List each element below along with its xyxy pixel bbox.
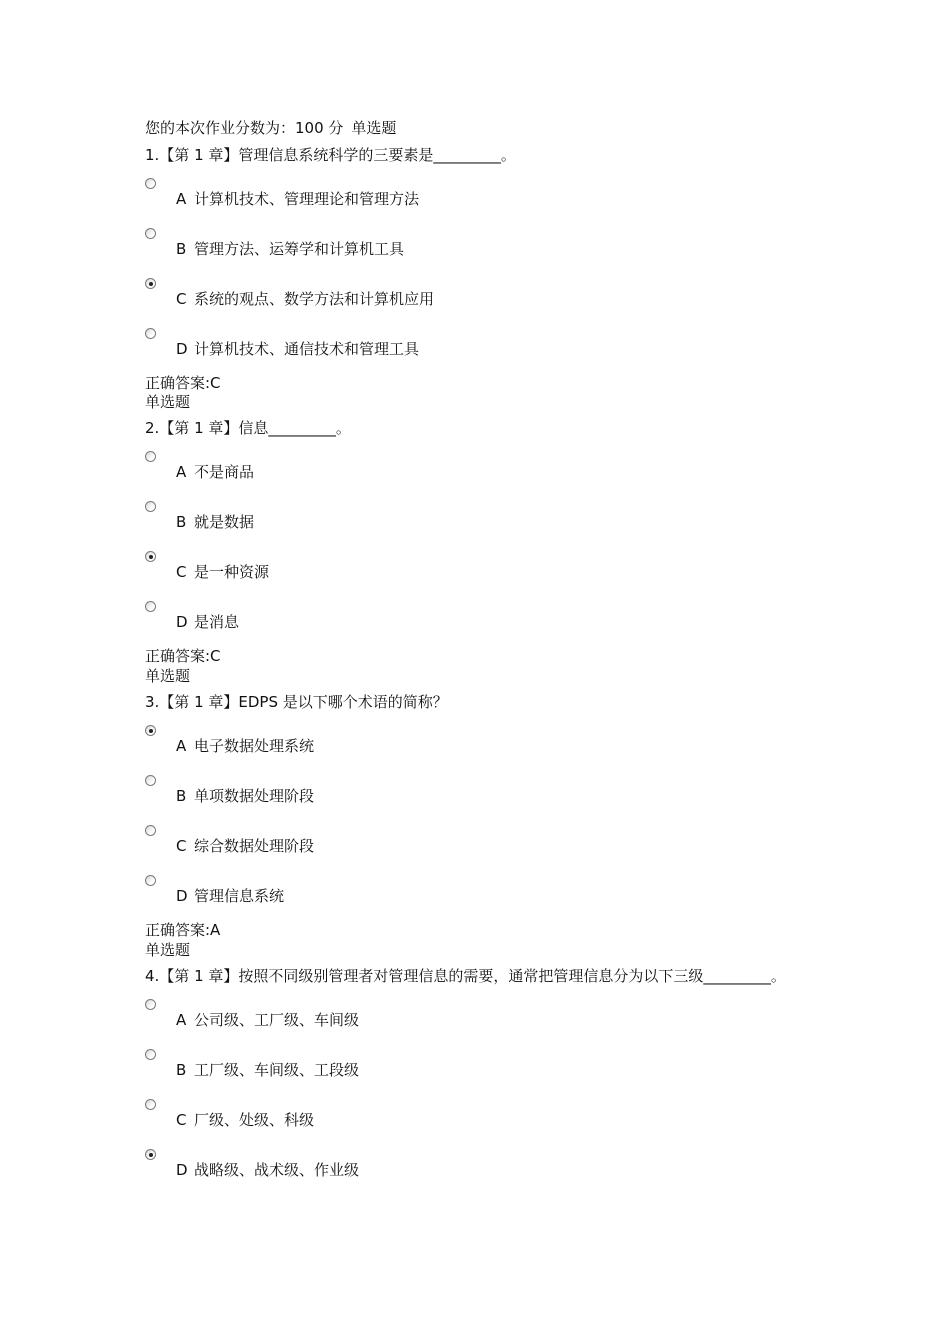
option-label: A 电子数据处理系统 bbox=[176, 737, 315, 755]
score-text: 您的本次作业分数为：100 分 bbox=[145, 119, 344, 137]
option-a[interactable] bbox=[145, 993, 825, 1043]
question-stem: 4.【第 1 章】按照不同级别管理者对管理信息的需要，通常把管理信息分为以下三级_________。 bbox=[145, 967, 786, 985]
option-label: D 计算机技术、通信技术和管理工具 bbox=[176, 340, 420, 358]
question-stem: 1.【第 1 章】管理信息系统科学的三要素是_________。 bbox=[145, 146, 516, 164]
option-label: D 是消息 bbox=[176, 613, 240, 631]
radio-button-icon[interactable] bbox=[145, 328, 156, 339]
radio-button-checked-icon[interactable] bbox=[145, 1149, 156, 1160]
option-a[interactable] bbox=[145, 719, 825, 769]
option-a[interactable] bbox=[145, 172, 825, 222]
option-b[interactable] bbox=[145, 769, 825, 819]
option-c[interactable] bbox=[145, 1093, 825, 1143]
score-header bbox=[145, 117, 396, 139]
radio-button-icon[interactable] bbox=[145, 451, 156, 462]
radio-button-icon[interactable] bbox=[145, 501, 156, 512]
question-3 bbox=[145, 665, 825, 943]
question-type-label: 单选题 bbox=[351, 119, 397, 137]
option-a[interactable] bbox=[145, 445, 825, 495]
radio-button-icon[interactable] bbox=[145, 775, 156, 786]
radio-button-icon[interactable] bbox=[145, 825, 156, 836]
option-b[interactable] bbox=[145, 1043, 825, 1093]
options-list bbox=[145, 172, 825, 372]
radio-button-checked-icon[interactable] bbox=[145, 278, 156, 289]
options-list bbox=[145, 445, 825, 645]
correct-answer: 正确答案:C bbox=[145, 647, 221, 665]
option-label: D 管理信息系统 bbox=[176, 887, 285, 905]
option-b[interactable] bbox=[145, 495, 825, 545]
radio-button-icon[interactable] bbox=[145, 999, 156, 1010]
question-1 bbox=[145, 142, 825, 396]
radio-button-checked-icon[interactable] bbox=[145, 551, 156, 562]
option-label: A 计算机技术、管理理论和管理方法 bbox=[176, 190, 420, 208]
option-b[interactable] bbox=[145, 222, 825, 272]
option-d[interactable] bbox=[145, 322, 825, 372]
option-label: C 系统的观点、数学方法和计算机应用 bbox=[176, 290, 435, 308]
correct-answer: 正确答案:C bbox=[145, 374, 221, 392]
option-label: C 厂级、处级、科级 bbox=[176, 1111, 315, 1129]
radio-button-icon[interactable] bbox=[145, 601, 156, 612]
option-c[interactable] bbox=[145, 545, 825, 595]
option-d[interactable] bbox=[145, 869, 825, 919]
option-d[interactable] bbox=[145, 1143, 825, 1193]
option-label: B 工厂级、车间级、工段级 bbox=[176, 1061, 360, 1079]
option-label: B 管理方法、运筹学和计算机工具 bbox=[176, 240, 405, 258]
option-c[interactable] bbox=[145, 272, 825, 322]
correct-answer: 正确答案:A bbox=[145, 921, 221, 939]
radio-button-checked-icon[interactable] bbox=[145, 725, 156, 736]
question-type-label: 单选题 bbox=[145, 393, 191, 411]
option-label: A 不是商品 bbox=[176, 463, 255, 481]
option-label: A 公司级、工厂级、车间级 bbox=[176, 1011, 360, 1029]
option-d[interactable] bbox=[145, 595, 825, 645]
radio-button-icon[interactable] bbox=[145, 228, 156, 239]
question-4 bbox=[145, 939, 825, 1193]
option-label: B 就是数据 bbox=[176, 513, 255, 531]
radio-button-icon[interactable] bbox=[145, 178, 156, 189]
question-stem: 3.【第 1 章】EDPS 是以下哪个术语的简称？ bbox=[145, 693, 448, 711]
question-type-label: 单选题 bbox=[145, 941, 191, 959]
question-type-label: 单选题 bbox=[145, 667, 191, 685]
option-c[interactable] bbox=[145, 819, 825, 869]
question-2 bbox=[145, 391, 825, 669]
option-label: C 综合数据处理阶段 bbox=[176, 837, 315, 855]
option-label: D 战略级、战术级、作业级 bbox=[176, 1161, 360, 1179]
option-label: C 是一种资源 bbox=[176, 563, 270, 581]
radio-button-icon[interactable] bbox=[145, 1049, 156, 1060]
radio-button-icon[interactable] bbox=[145, 875, 156, 886]
options-list bbox=[145, 719, 825, 919]
option-label: B 单项数据处理阶段 bbox=[176, 787, 315, 805]
options-list bbox=[145, 993, 825, 1193]
radio-button-icon[interactable] bbox=[145, 1099, 156, 1110]
question-stem: 2.【第 1 章】信息_________。 bbox=[145, 419, 351, 437]
